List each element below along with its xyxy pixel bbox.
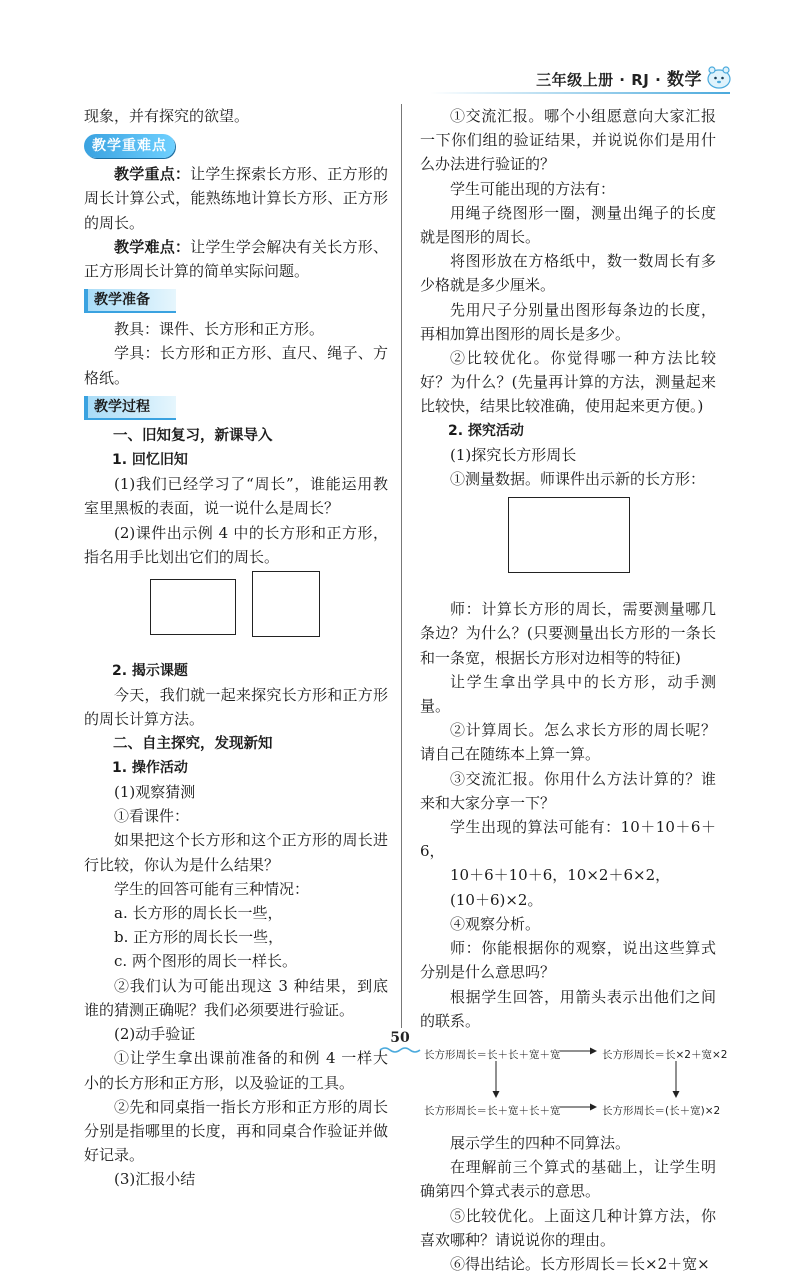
formula-4: 长方形周长＝(长＋宽)×2: [602, 1104, 721, 1117]
option-b: b. 正方形的周长长一些，: [114, 928, 284, 947]
grade-edition-label: 三年级上册 · RJ ·: [536, 70, 667, 89]
section-2-title: 二、自主探究，发现新知: [113, 735, 273, 752]
new-rectangle-figure: [420, 493, 716, 589]
paragraph: 根据学生回答，用箭头表示出他们之间的联系。: [420, 987, 716, 1030]
option-a: a. 长方形的周长长一些，: [114, 904, 283, 923]
paragraph: 先用尺子分别量出图形每条边的长度，再相加算出图形的周长是多少。: [420, 300, 716, 343]
mascot-icon: [706, 65, 732, 89]
paragraph: (1)探究长方形周长: [450, 445, 577, 464]
paragraph: 今天，我们就一起来探究长方形和正方形的周长计算方法。: [84, 686, 388, 729]
paragraph: ②先和同桌指一指长方形和正方形的周长分别是指哪里的长度，再和同桌合作验证并做好记录。: [84, 1097, 388, 1165]
page-header: [536, 62, 732, 92]
paragraph: 师：你能根据你的观察，说出这些算式分别是什么意思吗？: [420, 939, 716, 982]
prep-badge: 教学准备: [84, 289, 176, 313]
section-1-2-title: 2. 揭示课题: [112, 663, 188, 680]
student-tools: 学具：长方形和正方形、直尺、绳子、方格纸。: [84, 344, 388, 387]
right-column: [420, 104, 728, 1276]
paragraph: (10＋6)×2。: [450, 890, 543, 909]
paragraph: 用绳子绕图形一圈，测量出绳子的长度就是图形的周长。: [420, 203, 716, 247]
teacher-tools: 教具：课件、长方形和正方形。: [114, 320, 325, 339]
paragraph: ②比较优化。你觉得哪一种方法比较好？为什么？(先量再计算的方法，测量起来比较快，结果比较准确，使用起来更方便。): [420, 349, 716, 416]
paragraph: (3)汇报小结: [114, 1170, 196, 1189]
column-divider: [401, 104, 402, 1028]
paragraph: ⑤比较优化。上面这几种计算方法，你喜欢哪种？请说说你的理由。: [420, 1206, 716, 1249]
book-title: [536, 65, 702, 90]
formula-3: 长方形周长＝长＋宽＋长＋宽: [424, 1104, 561, 1117]
key-point-label: 教学重点：: [114, 165, 191, 184]
paragraph: 学生出现的算法可能有：10＋10＋6＋6，: [420, 818, 716, 861]
rectangle-shape: [150, 579, 236, 635]
paragraph: (2)动手验证: [114, 1025, 196, 1044]
formula-diagram: [420, 1037, 728, 1125]
paragraph: ①交流汇报。哪个小组愿意向大家汇报一下你们组的验证结果，并说说你们是用什么办法进行验证的？: [420, 107, 716, 174]
paragraph: ②计算周长。怎么求长方形的周长呢？请自己在随练本上算一算。: [420, 721, 716, 764]
paragraph: 让学生拿出学具中的长方形，动手测量。: [420, 672, 716, 716]
page-number: 50: [390, 1030, 410, 1046]
subject-label: 数学: [667, 69, 702, 90]
formula-2: 长方形周长＝长×2＋宽×2: [602, 1048, 728, 1061]
paragraph: 10＋6＋10＋6，10×2＋6×2，: [450, 866, 671, 885]
difficulty-paragraph: [84, 235, 388, 283]
process-badge: 教学过程: [84, 396, 176, 420]
formula-1: 长方形周长＝长＋长＋宽＋宽: [424, 1048, 561, 1061]
paragraph: 展示学生的四种不同算法。: [450, 1133, 631, 1152]
difficulty-label: 教学难点：: [114, 237, 191, 256]
key-point-paragraph: [84, 162, 388, 235]
paragraph: ③交流汇报。你用什么方法计算的？谁来和大家分享一下？: [420, 769, 716, 812]
intro-tail: 现象，并有探究的欲望。: [84, 107, 250, 125]
section-2-1-title: 1. 操作活动: [112, 759, 188, 776]
paragraph: 在理解前三个算式的基础上，让学生明确第四个算式表示的意思。: [420, 1158, 716, 1201]
paragraph: ①测量数据。师课件出示新的长方形：: [450, 470, 706, 489]
section-2-2-title: 2. 探究活动: [448, 422, 524, 439]
paragraph: (1)我们已经学习了“周长”，谁能运用教室里黑板的表面，说一说什么是周长？: [84, 475, 388, 518]
page-number-ornament: [378, 1046, 422, 1054]
key-points-badge: 教学重难点: [84, 134, 175, 158]
rectangle-square-figure: [84, 571, 388, 651]
paragraph: ①看课件：: [114, 807, 190, 826]
paragraph: ①让学生拿出课前准备的和例 4 一样大小的长方形和正方形，以及验证的工具。: [84, 1049, 388, 1092]
paragraph: ⑥得出结论。长方形周长＝长×2＋宽×: [450, 1254, 710, 1273]
option-c: c. 两个图形的周长一样长。: [114, 952, 297, 971]
left-column: [84, 104, 388, 1192]
paragraph: 师：计算长方形的周长，需要测量哪几条边？为什么？(只要测量出长方形的一条长和一条宽，根据长方形对边相等的特征): [420, 600, 716, 667]
paragraph: (1)观察猜测: [114, 783, 196, 802]
section-1-1-title: 1. 回忆旧知: [112, 452, 188, 469]
square-shape: [252, 571, 320, 637]
header-rule: [430, 92, 730, 94]
paragraph: (2)课件出示例 4 中的长方形和正方形，指名用手比划出它们的周长。: [84, 523, 388, 566]
section-1-title: 一、旧知复习，新课导入: [113, 427, 273, 444]
paragraph: ②我们认为可能出现这 3 种结果，到底谁的猜测正确呢？我们必须要进行验证。: [84, 976, 388, 1019]
paragraph: 学生可能出现的方法有：: [450, 179, 616, 198]
rectangle-shape: [508, 497, 630, 573]
difficulty-text: 让学生学会解决有关长方形、正方形周长计算的简单实际问题。: [84, 237, 388, 281]
paragraph: 学生的回答可能有三种情况：: [114, 879, 310, 898]
key-point-text: 让学生探索长方形、正方形的周长计算公式，能熟练地计算长方形、正方形的周长。: [84, 165, 388, 232]
paragraph: 将图形放在方格纸中，数一数周长有多少格就是多少厘米。: [420, 252, 716, 295]
paragraph: ④观察分析。: [450, 914, 541, 933]
paragraph: 如果把这个长方形和这个正方形的周长进行比较，你认为是什么结果？: [84, 831, 388, 874]
